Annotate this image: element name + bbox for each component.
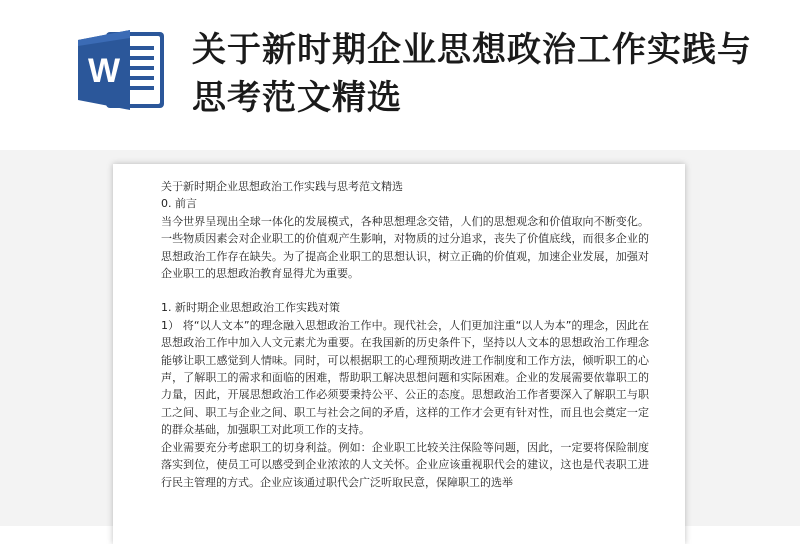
header: [0, 0, 800, 150]
section-heading: 0. 前言: [161, 197, 197, 211]
paragraph: 当今世界呈现出全球一体化的发展模式，各种思想理念交错，人们的思想观念和价值取向不断变化。一些物质因素会对企业职工的价值观产生影响，对物质的过分追求，丧失了价值底线，而很多企业的思想政治工作存在缺失。为了提高企业职工的思想认识，树立正确的价值观，加速企业发展，加强对企业职工的思想政治教育显得尤为重要。: [161, 214, 649, 281]
word-letter: W: [87, 52, 121, 90]
document-body: [161, 178, 649, 491]
document-title: 关于新时期企业思想政治工作实践与思考范文精选: [161, 180, 403, 193]
word-document-icon: [76, 26, 170, 114]
paragraph: 企业需要充分考虑职工的切身利益。例如：企业职工比较关注保险等问题，因此，一定要将保险制度落实到位，使员工可以感受到企业浓浓的人文关怀。企业应该重视职代会的建议，这也是代表职工进行民主管理的方式。企业应该通过职代会广泛听取民意，保障职工的选举: [161, 440, 649, 489]
section-heading: 1. 新时期企业思想政治工作实践对策: [161, 301, 340, 315]
paragraph: 1） 将“以人文本”的理念融入思想政治工作中。现代社会，人们更加注重“以人为本”的理念，因此在思想政治工作中加入人文元素尤为重要。在我国新的历史条件下，坚持以人文本的思想政治工作理念能够让职工感觉到人情味。同时，可以根据职工的心理预期改进工作制度和工作方法，倾听职工的心声，了解职工的需求和面临的困难，帮助职工解决思想问题和实际困难。企业的发展需要依靠职工的力量，因此，开展思想政治工作必须要秉持公平、公正的态度。思想政治工作者要深入了解职工与职工之间、职工与企业之间、职工与社会之间的矛盾，这样的工作才会更有针对性，而且也会奠定一定的群众基础，加强职工对此项工作的支持。: [161, 318, 649, 437]
document-page: [113, 164, 685, 544]
paragraph-gap: [161, 282, 649, 299]
page-title: 关于新时期企业思想政治工作实践与思考范文精选: [192, 30, 752, 118]
